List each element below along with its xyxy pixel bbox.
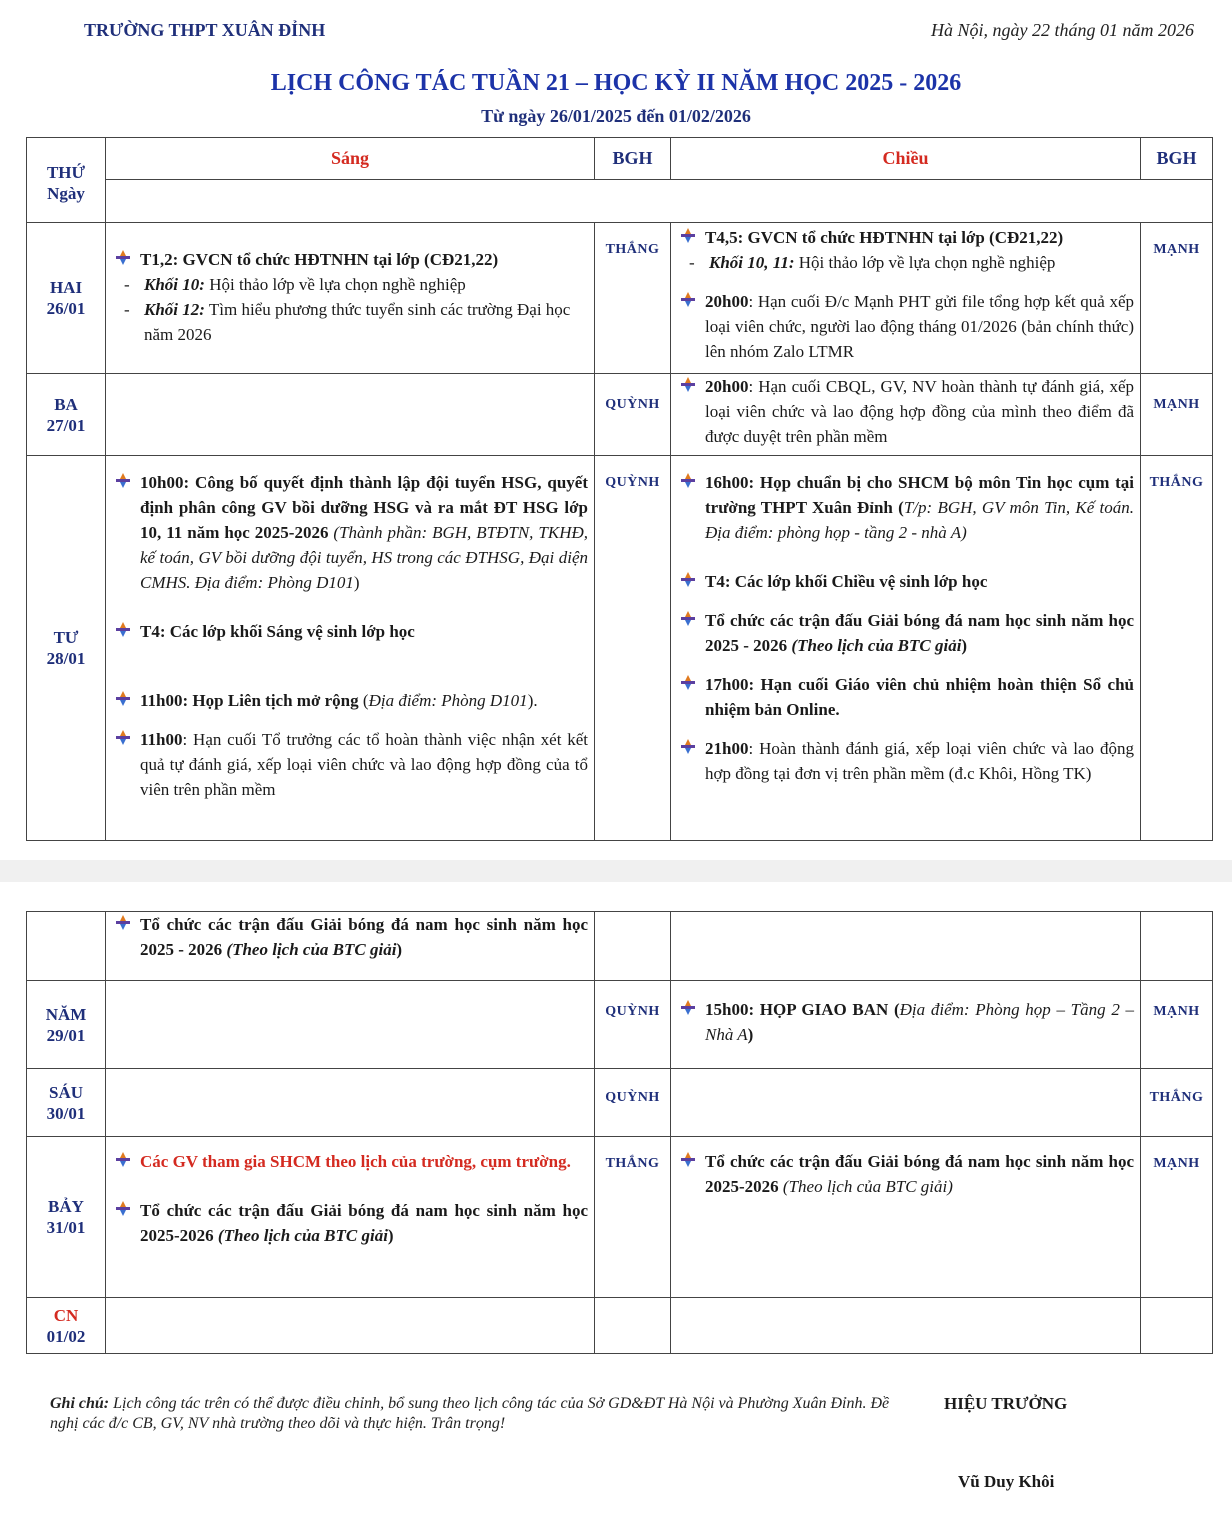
bgh-ba-am: QUỲNH — [595, 374, 671, 456]
day-nam: NĂM 29/01 — [27, 981, 106, 1069]
bay-morning — [106, 1137, 595, 1298]
list-item: Các GV tham gia SHCM theo lịch của trường, cụm trường. — [116, 1149, 588, 1174]
bgh-sau-am: QUỲNH — [595, 1069, 671, 1137]
pushpin-arrow-bullet-icon — [116, 247, 130, 269]
header-bgh-am: BGH — [595, 138, 671, 180]
bgh-tu-am: QUỲNH — [595, 456, 671, 841]
signature-name: Vũ Duy Khôi — [958, 1472, 1055, 1491]
list-item: 15h00: HỌP GIAO BAN (Địa điểm: Phòng họp – Tầng 2 – Nhà A) — [681, 997, 1134, 1047]
pushpin-arrow-bullet-icon — [681, 1149, 695, 1171]
list-item: - Khối 10, 11: Hội thảo lớp về lựa chọn nghề nghiệp — [689, 253, 1056, 272]
tu-afternoon — [671, 456, 1141, 841]
bgh-nam-pm: MẠNH — [1141, 981, 1213, 1069]
bgh-bay-am: THẮNG — [595, 1137, 671, 1298]
pushpin-arrow-bullet-icon — [681, 225, 695, 247]
continued-afternoon — [671, 912, 1141, 981]
header-thu: THỨ — [46, 163, 86, 182]
continued-bgh-am — [595, 912, 671, 981]
page-break — [0, 860, 1232, 882]
hai-morning — [106, 223, 595, 374]
list-item: 11h00: Hạn cuối Tổ trưởng các tổ hoàn thành việc nhận xét kết quả tự đánh giá, xếp loại viên chức và lao động hợp đồng của tổ viên trên phần mềm — [116, 727, 588, 802]
day-ba: BA 27/01 — [27, 374, 106, 456]
pushpin-arrow-bullet-icon — [681, 608, 695, 630]
nam-morning — [106, 981, 595, 1069]
bgh-tu-pm: THẮNG — [1141, 456, 1213, 841]
list-item: Tổ chức các trận đấu Giải bóng đá nam học sinh năm học 2025-2026 (Theo lịch của BTC giải) — [681, 1149, 1134, 1199]
schedule-table-page-2 — [26, 911, 1213, 1354]
dateline: Hà Nội, ngày 22 tháng 01 năm 2026 — [931, 20, 1194, 40]
cn-morning — [106, 1298, 595, 1354]
list-item: 20h00: Hạn cuối CBQL, GV, NV hoàn thành tự đánh giá, xếp loại viên chức và lao động hợp đồng của mình theo điểm đã được duyệt trên phần mềm — [681, 374, 1134, 449]
date-range: Từ ngày 26/01/2025 đến 01/02/2026 — [481, 106, 751, 126]
pushpin-arrow-bullet-icon — [681, 997, 695, 1019]
pushpin-arrow-bullet-icon — [116, 912, 130, 934]
bay-afternoon — [671, 1137, 1141, 1298]
row-continuation — [27, 912, 1213, 981]
list-item: 20h00: Hạn cuối Đ/c Mạnh PHT gửi file tổng hợp kết quả xếp loại viên chức, người lao động tháng 01/2026 (bản chính thức) lên nhóm Zalo LTMR — [681, 289, 1134, 364]
header-chieu: Chiều — [671, 138, 1141, 180]
day-hai: HAI 26/01 — [27, 223, 106, 374]
day-tu: TƯ 28/01 — [27, 456, 106, 841]
sau-afternoon — [671, 1069, 1141, 1137]
day-sau: SÁU 30/01 — [27, 1069, 106, 1137]
footnote: Ghi chú: Lịch công tác trên có thể được điều chỉnh, bổ sung theo lịch công tác của Sở GD&ĐT Hà Nội và Phường Xuân Đỉnh. Đề nghị các đ/c CB, GV, NV nhà trường theo dõi và thực hiện. Trân trọng! — [50, 1395, 890, 1432]
list-item: Tổ chức các trận đấu Giải bóng đá nam học sinh năm học 2025 - 2026 (Theo lịch của BTC giải) — [116, 912, 588, 962]
header-sang: Sáng — [106, 138, 595, 180]
list-item: 21h00: Hoàn thành đánh giá, xếp loại viên chức và lao động hợp đồng tại đơn vị trên phần mềm (đ.c Khôi, Hồng TK) — [681, 736, 1134, 786]
bgh-hai-pm: MẠNH — [1141, 223, 1213, 374]
list-item: 17h00: Hạn cuối Giáo viên chủ nhiệm hoàn thiện Sổ chủ nhiệm bản Online. — [681, 672, 1134, 722]
bgh-ba-pm: MẠNH — [1141, 374, 1213, 456]
pushpin-arrow-bullet-icon — [116, 619, 130, 641]
list-item: T4: Các lớp khối Chiều vệ sinh lớp học — [681, 569, 1134, 594]
pushpin-arrow-bullet-icon — [681, 374, 695, 396]
list-item: - Khối 10: Hội thảo lớp về lựa chọn nghề nghiệp — [124, 275, 466, 294]
row-tu — [27, 456, 1213, 841]
tu-morning — [106, 456, 595, 841]
pushpin-arrow-bullet-icon — [116, 727, 130, 749]
ba-afternoon — [671, 374, 1141, 456]
pushpin-arrow-bullet-icon — [681, 289, 695, 311]
cn-bgh-am — [595, 1298, 671, 1354]
list-item: - Khối 12: Tìm hiểu phương thức tuyển sinh các trường Đại học năm 2026 — [124, 300, 571, 344]
schedule-table-page-1 — [26, 137, 1213, 841]
continued-bgh-pm — [1141, 912, 1213, 981]
cn-afternoon — [671, 1298, 1141, 1354]
pushpin-arrow-bullet-icon — [681, 672, 695, 694]
list-item: T1,2: GVCN tổ chức HĐTNHN tại lớp (CĐ21,22) — [116, 247, 588, 272]
list-item: Tổ chức các trận đấu Giải bóng đá nam học sinh năm học 2025-2026 (Theo lịch của BTC giải) — [116, 1198, 588, 1248]
list-item: 10h00: Công bố quyết định thành lập đội tuyển HSG, quyết định phân công GV bồi dưỡng HSG và ra mắt ĐT HSG lớp 10, 11 năm học 2025-2026 (Thành phần: BGH, BTĐTN, TKHĐ, kế toán, GV bồi dưỡng đội tuyển, HS trong các ĐTHSG, Đại diện CMHS. Địa điểm: Phòng D101) — [116, 470, 588, 595]
pushpin-arrow-bullet-icon — [116, 1149, 130, 1171]
pushpin-arrow-bullet-icon — [681, 736, 695, 758]
hai-afternoon — [671, 223, 1141, 374]
pushpin-arrow-bullet-icon — [681, 470, 695, 492]
nam-afternoon — [671, 981, 1141, 1069]
row-nam — [27, 981, 1213, 1069]
pushpin-arrow-bullet-icon — [116, 688, 130, 710]
row-bay — [27, 1137, 1213, 1298]
header-blank-row — [106, 180, 1213, 223]
continued-day-cell — [27, 912, 106, 981]
pushpin-arrow-bullet-icon — [116, 470, 130, 492]
page-title: LỊCH CÔNG TÁC TUẦN 21 – HỌC KỲ II NĂM HỌC 2025 - 2026 — [270, 70, 962, 96]
sau-morning — [106, 1069, 595, 1137]
day-cn: CN 01/02 — [27, 1298, 106, 1354]
continued-morning — [106, 912, 595, 981]
list-item: 11h00: Họp Liên tịch mở rộng (Địa điểm: Phòng D101). — [116, 688, 588, 713]
day-bay: BẢY 31/01 — [27, 1137, 106, 1298]
cn-bgh-pm — [1141, 1298, 1213, 1354]
pushpin-arrow-bullet-icon — [116, 1198, 130, 1220]
signature-title: HIỆU TRƯỞNG — [944, 1394, 1068, 1413]
school-name: TRƯỜNG THPT XUÂN ĐỈNH — [84, 20, 326, 40]
row-cn — [27, 1298, 1213, 1354]
bgh-sau-pm: THẮNG — [1141, 1069, 1213, 1137]
header-ngay: Ngày — [47, 184, 85, 203]
header-bgh-pm: BGH — [1141, 138, 1213, 180]
header-thu-ngay — [27, 138, 106, 223]
ba-morning — [106, 374, 595, 456]
list-item: Tổ chức các trận đấu Giải bóng đá nam học sinh năm học 2025 - 2026 (Theo lịch của BTC giải) — [681, 608, 1134, 658]
bgh-bay-pm: MẠNH — [1141, 1137, 1213, 1298]
bgh-hai-am: THẮNG — [595, 223, 671, 374]
list-item: T4: Các lớp khối Sáng vệ sinh lớp học — [116, 619, 588, 644]
row-sau — [27, 1069, 1213, 1137]
row-hai — [27, 223, 1213, 374]
row-ba — [27, 374, 1213, 456]
list-item: 16h00: Họp chuẩn bị cho SHCM bộ môn Tin học cụm tại trường THPT Xuân Đỉnh (T/p: BGH, GV môn Tin, Kế toán. Địa điểm: phòng họp - tầng 2 - nhà A) — [681, 470, 1134, 545]
bgh-nam-am: QUỲNH — [595, 981, 671, 1069]
pushpin-arrow-bullet-icon — [681, 569, 695, 591]
list-item: T4,5: GVCN tổ chức HĐTNHN tại lớp (CĐ21,22) — [681, 225, 1134, 250]
